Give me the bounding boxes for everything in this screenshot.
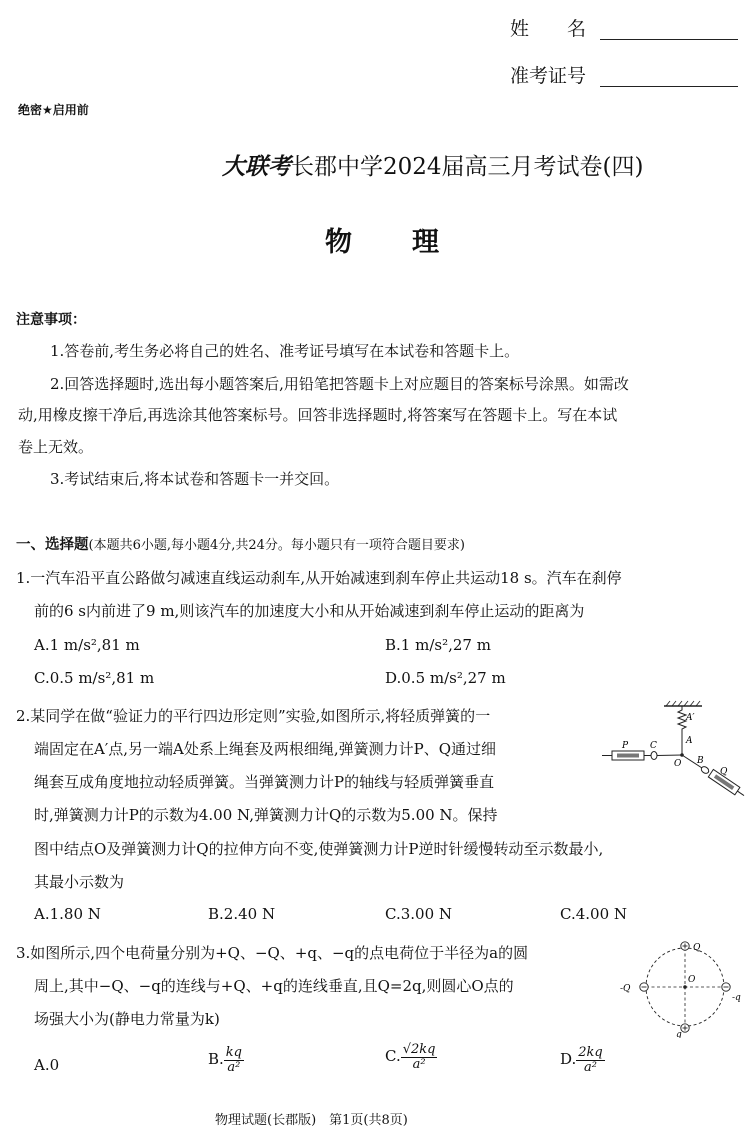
spring-scale-figure xyxy=(598,700,748,810)
label-minus-q: -q xyxy=(732,993,741,1003)
option-b: B.1 m/s²,27 m xyxy=(385,636,491,654)
exam-title xyxy=(222,148,643,181)
option-c: C.3.00 N xyxy=(385,905,453,923)
fraction-numerator: kq xyxy=(225,1045,242,1060)
label-q: Q xyxy=(720,767,728,777)
option-b-fraction xyxy=(224,1046,244,1074)
fraction-numerator: √2kq xyxy=(402,1042,436,1057)
notice-line: 动,用橡皮擦干净后,再选涂其他答案标号。回答非选择题时,将答案写在答题卡上。写在本试 xyxy=(18,406,618,424)
notice-line: 1.答卷前,考生务必将自己的姓名、准考证号填写在本试卷和答题卡上。 xyxy=(50,342,520,360)
section-title: 一、选择题 xyxy=(16,537,89,553)
label-o: O xyxy=(674,759,682,769)
option-d-fraction xyxy=(576,1046,604,1074)
fraction-denominator: a² xyxy=(584,1059,597,1075)
question-line: 2.某同学在做“验证力的平行四边形定则”实验,如图所示,将轻质弹簧的一 xyxy=(16,707,491,725)
label-c: C xyxy=(650,741,657,751)
secret-label: 绝密★启用前 xyxy=(18,103,89,117)
label-p: P xyxy=(622,741,629,751)
fraction-numerator: 2kq xyxy=(578,1045,603,1060)
option-d xyxy=(560,1046,605,1074)
fraction-denominator: a² xyxy=(227,1059,241,1075)
question-line: 端固定在A′点,另一端A处系上绳套及两根细绳,弹簧测力计P、Q通过细 xyxy=(34,740,496,758)
question-line: 图中结点O及弹簧测力计Q的拉伸方向不变,使弹簧测力计P逆时针缓慢转动至示数最小, xyxy=(34,840,604,858)
question-line: 绳套互成角度地拉动轻质弹簧。当弹簧测力计P的轴线与轻质弹簧垂直 xyxy=(34,773,495,791)
label-b: B xyxy=(697,756,704,766)
fraction-denominator: a² xyxy=(412,1056,426,1072)
name-field-line[interactable] xyxy=(600,38,738,40)
option-a: A.1 m/s²,81 m xyxy=(34,636,140,654)
label-a: A xyxy=(686,736,693,746)
notice-heading: 注意事项： xyxy=(16,312,86,328)
option-c-prefix: C. xyxy=(385,1047,401,1066)
option-c-fraction xyxy=(401,1043,438,1071)
exam-id-label: 准考证号 xyxy=(510,65,587,87)
section-desc: (本题共6小题,每小题4分,共24分。每小题只有一项符合题目要求) xyxy=(88,538,465,553)
exam-id-field-line[interactable] xyxy=(600,85,738,87)
charge-circle-figure xyxy=(618,938,744,1038)
option-d: D.0.5 m/s²,27 m xyxy=(385,669,506,687)
option-d: C.4.00 N xyxy=(560,905,628,923)
label-center-o: O xyxy=(688,975,696,985)
question-line: 3.如图所示,四个电荷量分别为+Q、−Q、+q、−q的点电荷位于半径为a的圆 xyxy=(16,944,529,962)
option-a: A.1.80 N xyxy=(34,905,101,923)
brand-text: 大联考 xyxy=(222,154,291,180)
notice-line: 卷上无效。 xyxy=(18,438,94,456)
option-d-prefix: D. xyxy=(560,1050,577,1069)
option-b xyxy=(208,1046,244,1074)
option-b: B.2.40 N xyxy=(208,905,276,923)
question-line: 周上,其中−Q、−q的连线与+Q、+q的连线垂直,且Q=2q,则圆心O点的 xyxy=(34,977,514,995)
question-line: 时,弹簧测力计P的示数为4.00 N,弹簧测力计Q的示数为5.00 N。保持 xyxy=(34,806,498,824)
notice-line: 3.考试结束后,将本试卷和答题卡一并交回。 xyxy=(50,470,340,488)
option-c: C.0.5 m/s²,81 m xyxy=(34,669,155,687)
question-line: 场强大小为(静电力常量为k) xyxy=(34,1010,220,1028)
exam-title-text: 长郡中学2024届高三月考试卷(四) xyxy=(291,154,644,180)
question-line: 其最小示数为 xyxy=(34,873,125,891)
section-heading xyxy=(16,533,465,554)
label-plus-Q: Q xyxy=(693,943,701,953)
subject-title: 物 理 xyxy=(325,227,441,258)
label-minus-Q: -Q xyxy=(620,984,631,994)
option-b-prefix: B. xyxy=(208,1050,224,1069)
option-c xyxy=(385,1043,437,1071)
option-a: A.0 xyxy=(34,1056,60,1074)
label-a-prime: A′ xyxy=(686,713,695,723)
name-label: 姓 名 xyxy=(510,18,587,40)
page-footer: 物理试题(长郡版) 第1页(共8页) xyxy=(215,1113,408,1128)
question-line: 前的6 s内前进了9 m,则该汽车的加速度大小和从开始减速到刹车停止运动的距离为 xyxy=(34,602,585,620)
label-plus-q: q xyxy=(676,1030,682,1038)
notice-line: 2.回答选择题时,选出每小题答案后,用铅笔把答题卡上对应题目的答案标号涂黑。如需改 xyxy=(50,375,629,393)
question-line: 1.一汽车沿平直公路做匀减速直线运动刹车,从开始减速到刹车停止共运动18 s。汽车在刹停 xyxy=(16,569,622,587)
